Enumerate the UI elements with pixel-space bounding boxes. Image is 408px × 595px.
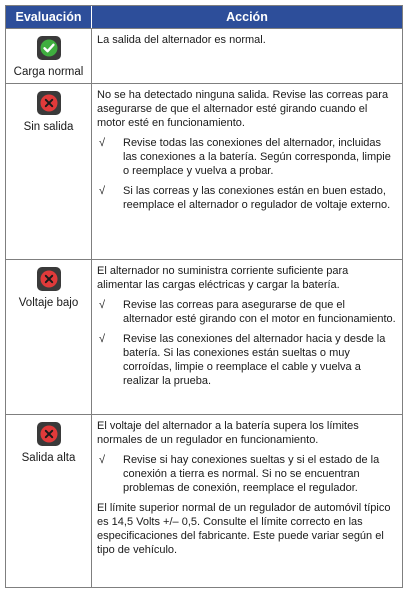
check-icon bbox=[37, 36, 61, 60]
table-header bbox=[6, 6, 402, 28]
action-cell bbox=[92, 29, 402, 83]
table-row bbox=[6, 414, 402, 587]
bullet-item bbox=[97, 298, 396, 326]
checkmark-bullet: √ bbox=[99, 185, 106, 197]
table-row bbox=[6, 259, 402, 414]
x-icon bbox=[37, 91, 61, 115]
action-cell bbox=[92, 260, 402, 414]
action-text: La salida del alternador es normal. bbox=[97, 34, 266, 46]
table-row bbox=[6, 28, 402, 83]
header-action: Acción bbox=[226, 10, 268, 24]
action-text: El voltaje del alternador a la batería supera los límites normales de un regulador en funcionamiento. bbox=[97, 420, 359, 446]
bullet-item bbox=[97, 184, 396, 212]
bullet-text: Revise las conexiones del alternador hacia y desde la batería. Si las conexiones están sueltas o muy corroídas, limpie o reemplace el cable y vuelva a realizar la prueba. bbox=[123, 333, 386, 387]
x-icon bbox=[37, 267, 61, 291]
evaluation-label: Voltaje bajo bbox=[18, 297, 79, 309]
bullet-text: Revise todas las conexiones del alternador, incluidas las conexiones a la batería. Según corresponda, limpie o reemplace y vuelva a probar. bbox=[123, 137, 391, 177]
checkmark-bullet: √ bbox=[99, 137, 106, 149]
action-cell bbox=[92, 415, 402, 587]
evaluation-label: Carga normal bbox=[13, 66, 84, 78]
x-icon bbox=[37, 422, 61, 446]
evaluation-cell bbox=[6, 260, 92, 414]
evaluation-cell bbox=[6, 29, 92, 83]
bullet-item bbox=[97, 136, 396, 178]
action-cell bbox=[92, 84, 402, 259]
checkmark-bullet: √ bbox=[99, 454, 106, 466]
bullet-text: Revise las correas para asegurarse de que el alternador esté girando con el motor en funcionamiento. bbox=[123, 299, 396, 325]
bullet-item bbox=[97, 332, 396, 388]
bullet-text: Revise si hay conexiones sueltas y si el estado de la conexión a tierra es normal. Si no se encuentran problemas de conexión, reemplace el regulador. bbox=[123, 454, 380, 494]
evaluation-table bbox=[5, 5, 403, 588]
action-text: El alternador no suministra corriente suficiente para alimentar las cargas eléctricas y cargar la batería. bbox=[97, 265, 349, 291]
bullet-item bbox=[97, 453, 396, 495]
table-row bbox=[6, 83, 402, 259]
header-evaluation: Evaluación bbox=[6, 6, 92, 28]
checkmark-bullet: √ bbox=[99, 333, 106, 345]
bullet-text: Si las correas y las conexiones están en buen estado, reemplace el alternador o regulador de voltaje externo. bbox=[123, 185, 391, 211]
checkmark-bullet: √ bbox=[99, 299, 106, 311]
evaluation-cell bbox=[6, 84, 92, 259]
evaluation-label: Salida alta bbox=[21, 452, 76, 464]
evaluation-label: Sin salida bbox=[23, 121, 74, 133]
action-text: No se ha detectado ninguna salida. Revise las correas para asegurarse de que el alternador esté girando cuando el motor esté en funcionamiento. bbox=[97, 89, 389, 129]
evaluation-cell bbox=[6, 415, 92, 587]
action-note: El límite superior normal de un regulador de automóvil típico es 14,5 Volts +/– 0,5. Consulte el límite correcto en las especificaciones del fabricante. Este puede variar según el tipo de vehículo. bbox=[97, 502, 391, 556]
